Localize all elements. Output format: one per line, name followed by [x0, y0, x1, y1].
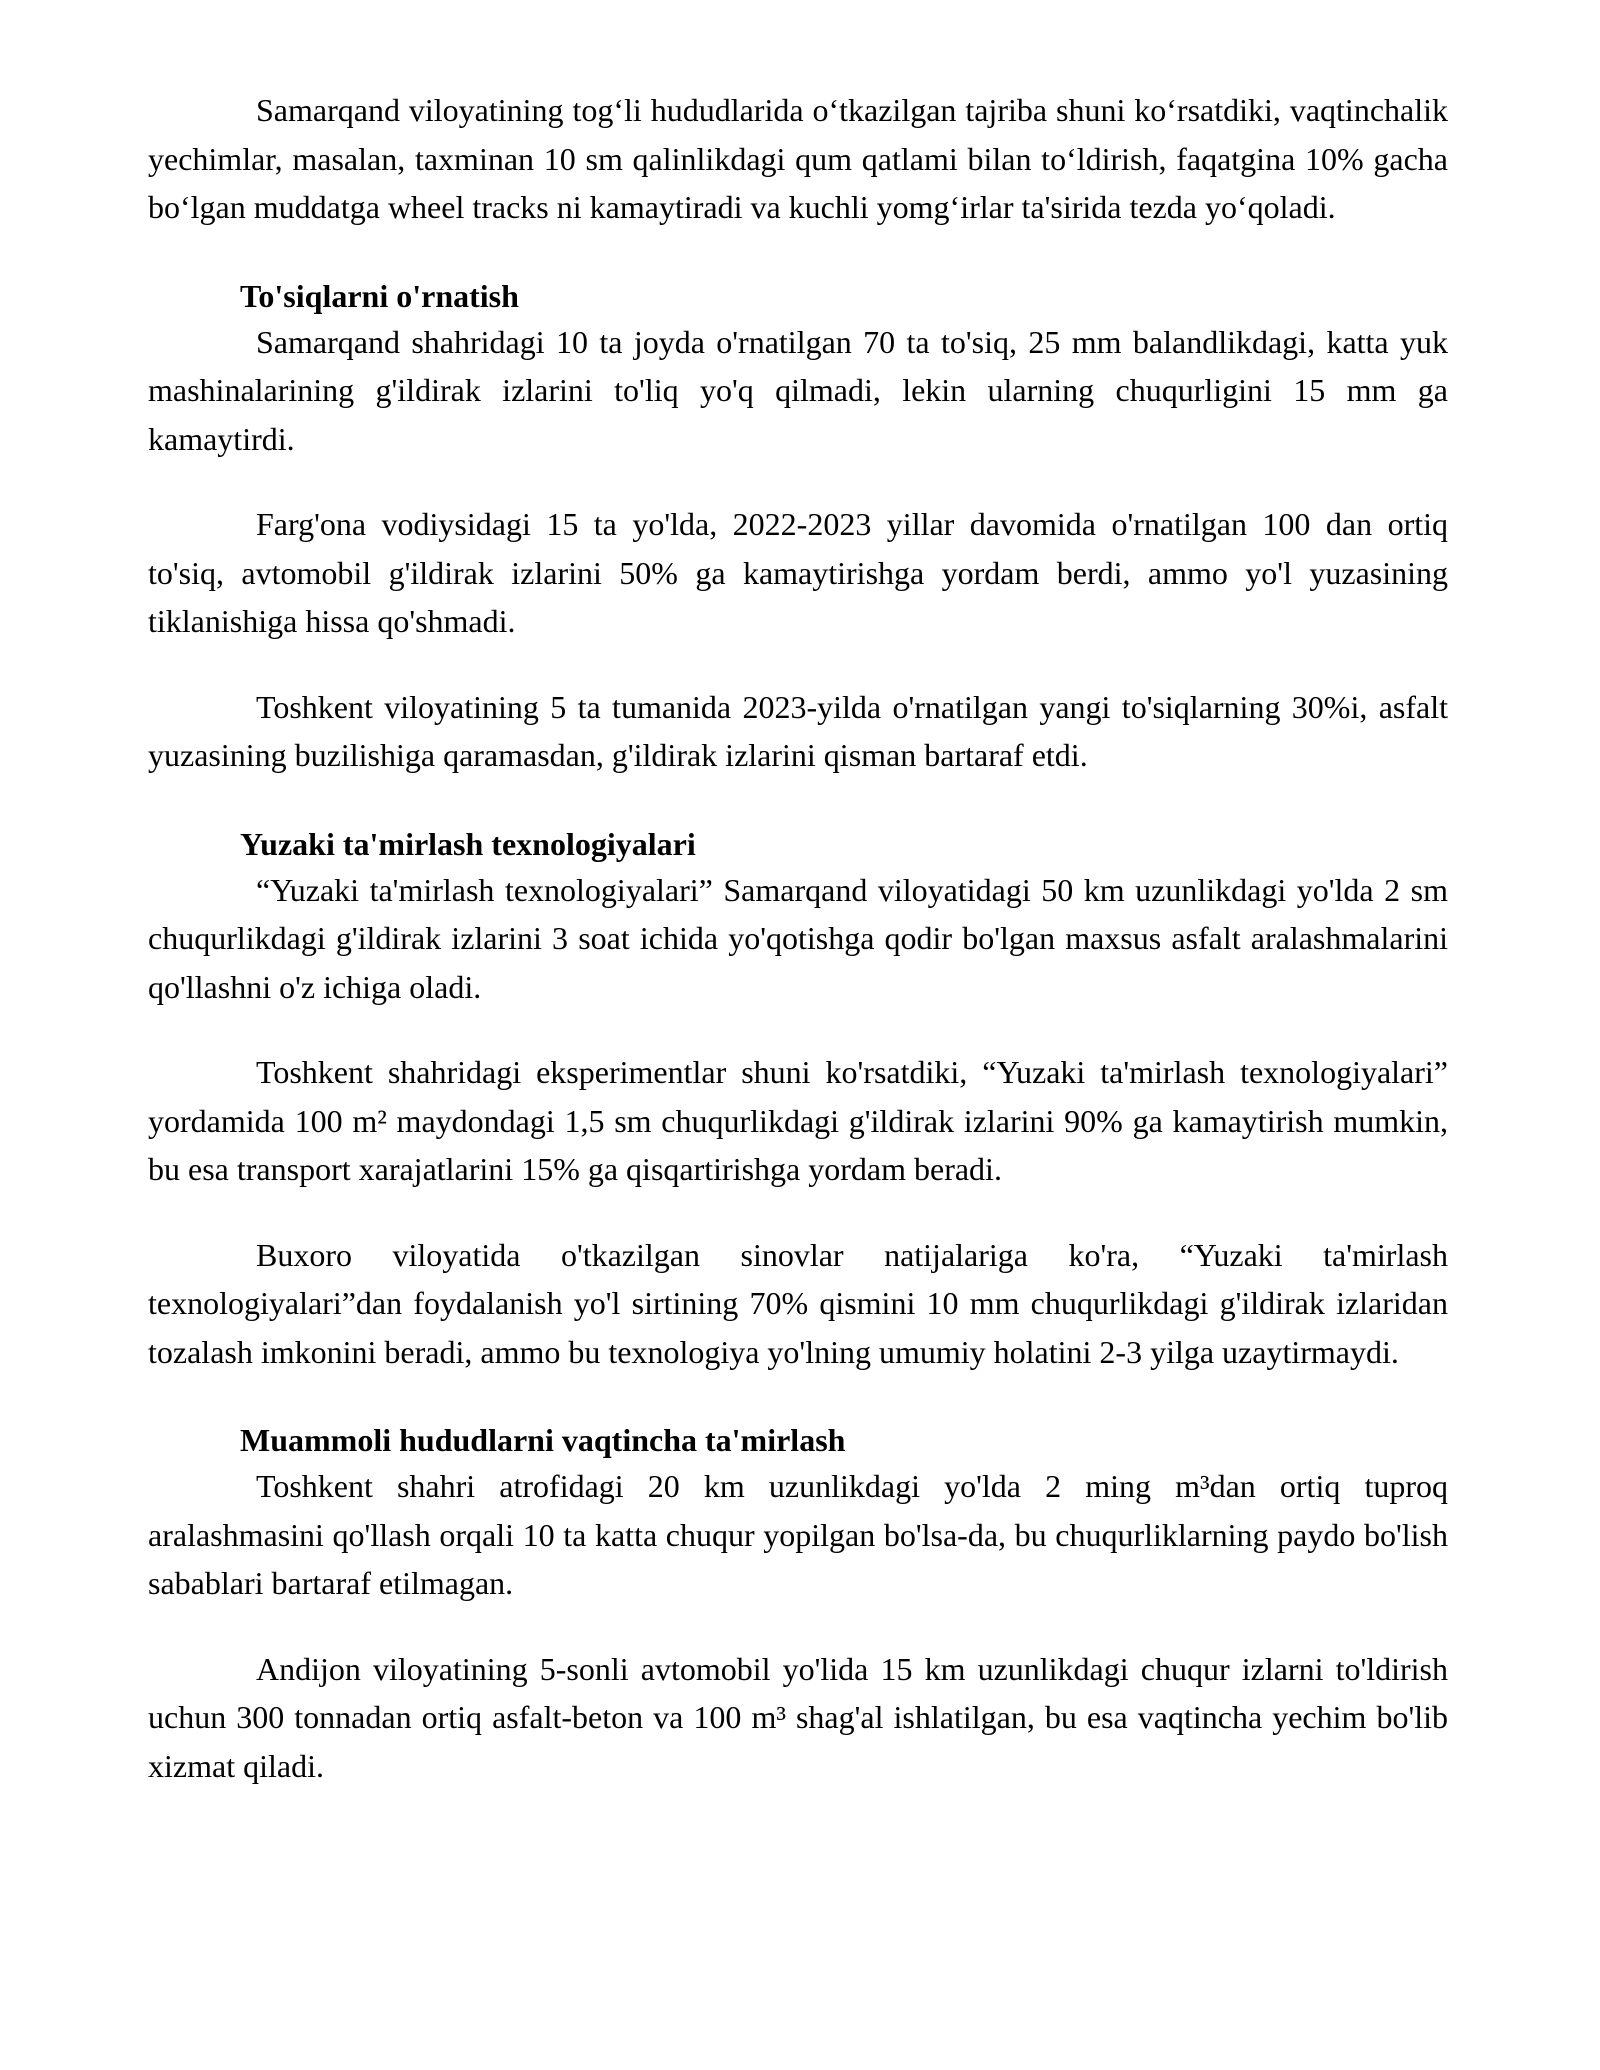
spacer: [148, 1011, 1448, 1048]
surface-repair-paragraph-1: “Yuzaki ta'mirlash texnologiyalari” Samarqand viloyatidagi 50 km uzunlikdagi yo'lda 2 sm chuqurlikdagi g'ildirak izlarini 3 soat ichida yo'qotishga qodir bo'lgan maxsus asfalt aralashmalarini qo'llashni o'z ichiga oladi.: [148, 871, 1448, 1005]
spacer: [148, 1608, 1448, 1645]
section-heading-surface-repair: Yuzaki ta'mirlash texnologiyalari: [240, 825, 696, 862]
spacer: [148, 463, 1448, 500]
spacer: [148, 1376, 1448, 1418]
spacer: [148, 1194, 1448, 1231]
temporary-repair-paragraph-1: Toshkent shahri atrofidagi 20 km uzunlikdagi yo'lda 2 ming m³dan ortiq tuproq aralashmasini qo'llash orqali 10 ta katta chuqur yopilgan bo'lsa-da, bu chuqurliklarning paydo bo'lish sabablari bartaraf etilmagan.: [148, 1468, 1448, 1601]
barriers-paragraph-2: Farg'ona vodiysidagi 15 ta yo'lda, 2022-2023 yillar davomida o'rnatilgan 100 dan ortiq to'siq, avtomobil g'ildirak izlarini 50% ga kamaytirishga yordam berdi, ammo yo'l yuzasining tiklanishiga hissa qo'shmadi.: [148, 506, 1448, 639]
surface-repair-paragraph-2: Toshkent shahridagi eksperimentlar shuni ko'rsatdiki, “Yuzaki ta'mirlash texnologiyalari” yordamida 100 m² maydondagi 1,5 sm chuqurlikdagi g'ildirak izlarini 90% ga kamaytirish mumkin, bu esa transport xarajatlarini 15% ga qisqartirishga yordam beradi.: [148, 1054, 1448, 1187]
spacer: [148, 232, 1448, 274]
barriers-paragraph-1: Samarqand shahridagi 10 ta joyda o'rnatilgan 70 ta to'siq, 25 mm balandlikdagi, katta yuk mashinalarining g'ildirak izlarini to'liq yo'q qilmadi, lekin ularning chuqurligini 15 mm ga kamaytirdi.: [148, 323, 1448, 457]
section-heading-barriers: To'siqlarni o'rnatish: [240, 277, 519, 314]
intro-paragraph: Samarqand viloyatining tog‘li hududlarida o‘tkazilgan tajriba shuni ko‘rsatdiki, vaqtinchalik yechimlar, masalan, taxminan 10 sm qalinlikdagi qum qatlami bilan to‘ldirish, faqatgina 10% gacha bo‘lgan muddatga wheel tracks ni kamaytiradi va kuchli yomg‘irlar ta'sirida tezda yo‘qoladi.: [148, 92, 1448, 225]
section-heading-temporary-repair: Muammoli hududlarni vaqtincha ta'mirlash: [240, 1422, 846, 1458]
barriers-paragraph-3: Toshkent viloyatining 5 ta tumanida 2023-yilda o'rnatilgan yangi to'siqlarning 30%i, asfalt yuzasining buzilishiga qaramasdan, g'ildirak izlarini qisman bartaraf etdi.: [148, 688, 1448, 773]
temporary-repair-paragraph-2: Andijon viloyatining 5-sonli avtomobil yo'lida 15 km uzunlikdagi chuqur izlarni to'ldirish uchun 300 tonnadan ortiq asfalt-beton va 100 m³ shag'al ishlatilgan, bu esa vaqtincha yechim bo'lib xizmat qiladi.: [148, 1650, 1448, 1784]
spacer: [148, 780, 1448, 822]
spacer: [148, 646, 1448, 683]
document-body: [148, 86, 1448, 1790]
surface-repair-paragraph-3: Buxoro viloyatida o'tkazilgan sinovlar natijalariga ko'ra, “Yuzaki ta'mirlash texnologiyalari”dan foydalanish yo'l sirtining 70% qismini 10 mm chuqurlikdagi g'ildirak izlaridan tozalash imkonini beradi, ammo bu texnologiya yo'lning umumiy holatini 2-3 yilga uzaytirmaydi.: [148, 1236, 1448, 1370]
